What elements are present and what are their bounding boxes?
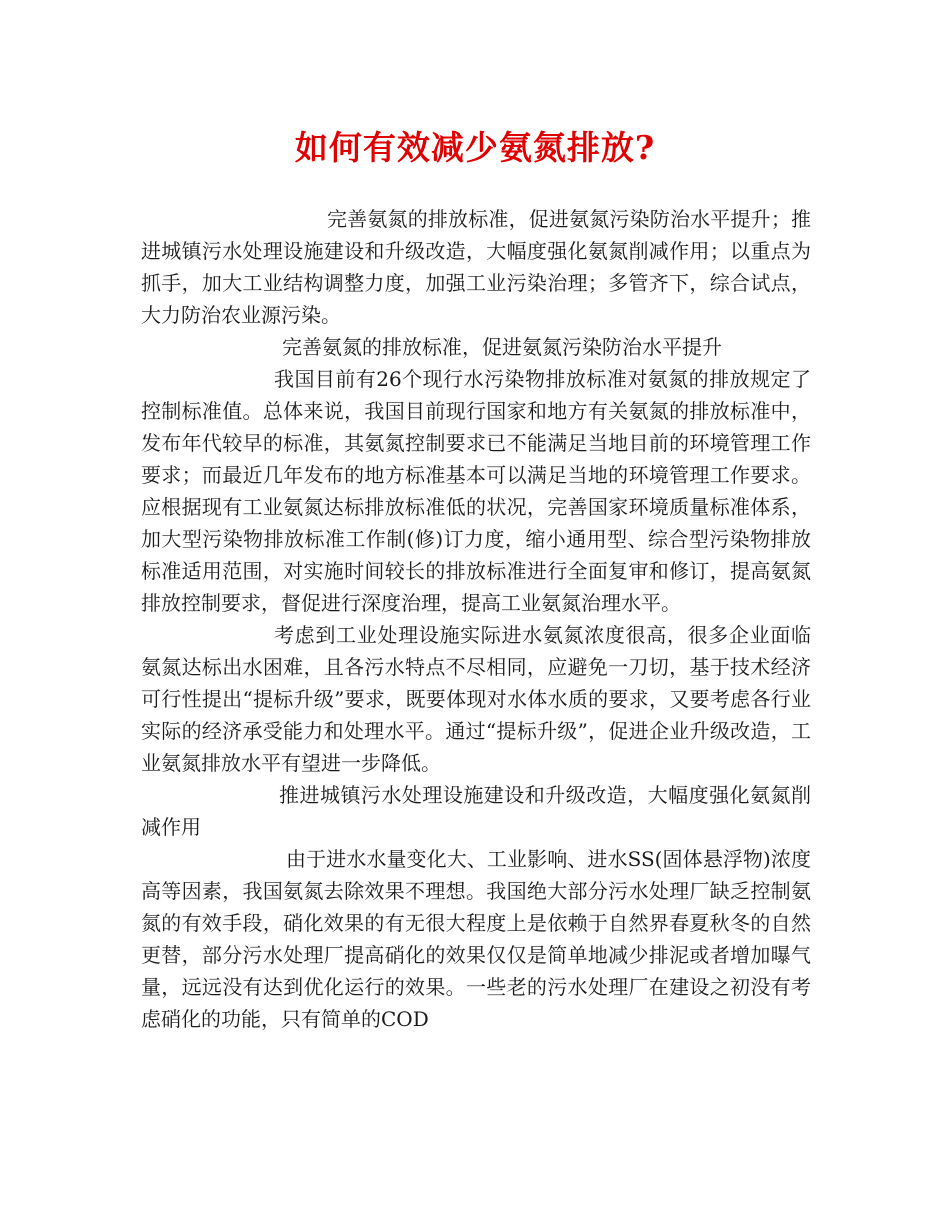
industrial-paragraph: 考虑到工业处理设施实际进水氨氮浓度很高，很多企业面临氨氮达标出水困难，且各污水特点不尽相同，应避免一刀切，基于技术经济可行性提出“提标升级”要求，既要体现对水体水质的要求，又要考虑各行业实际的经济承受能力和处理水平。通过“提标升级”，促进企业升级改造，工业氨氮排放水平有望进一步降低。 bbox=[141, 623, 811, 775]
summary-paragraph: 完善氨氮的排放标准，促进氨氮污染防治水平提升；推进城镇污水处理设施建设和升级改造，大幅度强化氨氮削减作用；以重点为抓手，加大工业结构调整力度，加强工业污染治理；多管齐下，综合试点，大力防治农业源污染。 bbox=[141, 207, 811, 327]
section-heading-urban-sewage: 推进城镇污水处理设施建设和升级改造，大幅度强化氨氮削减作用 bbox=[141, 783, 811, 839]
standards-paragraph: 我国目前有26个现行水污染物排放标准对氨氮的排放规定了控制标准值。总体来说，我国目前现行国家和地方有关氨氮的排放标准中，发布年代较早的标准，其氨氮控制要求已不能满足当地目前的环境管理工作要求；而最近几年发布的地方标准基本可以满足当地的环境管理工作要求。应根据现有工业氨氮达标排放标准低的状况，完善国家环境质量标准体系，加大型污染物排放标准工作制(修)订力度，缩小通用型、综合型污染物排放标准适用范围，对实施时间较长的排放标准进行全面复审和修订，提高氨氮排放控制要求，督促进行深度治理，提高工业氨氮治理水平。 bbox=[141, 367, 811, 615]
document-title: 如何有效减少氨氮排放? bbox=[294, 128, 656, 167]
section-heading-standards: 完善氨氮的排放标准，促进氨氮污染防治水平提升 bbox=[282, 335, 722, 359]
document-body bbox=[141, 203, 811, 1035]
sewage-plant-paragraph: 由于进水水量变化大、工业影响、进水SS(固体悬浮物)浓度高等因素，我国氨氮去除效果不理想。我国绝大部分污水处理厂缺乏控制氨氮的有效手段，硝化效果的有无很大程度上是依赖于自然界春夏秋冬的自然更替，部分污水处理厂提高硝化的效果仅仅是简单地减少排泥或者增加曝气量，远远没有达到优化运行的效果。一些老的污水处理厂在建设之初没有考虑硝化的功能，只有简单的COD bbox=[141, 847, 811, 1031]
